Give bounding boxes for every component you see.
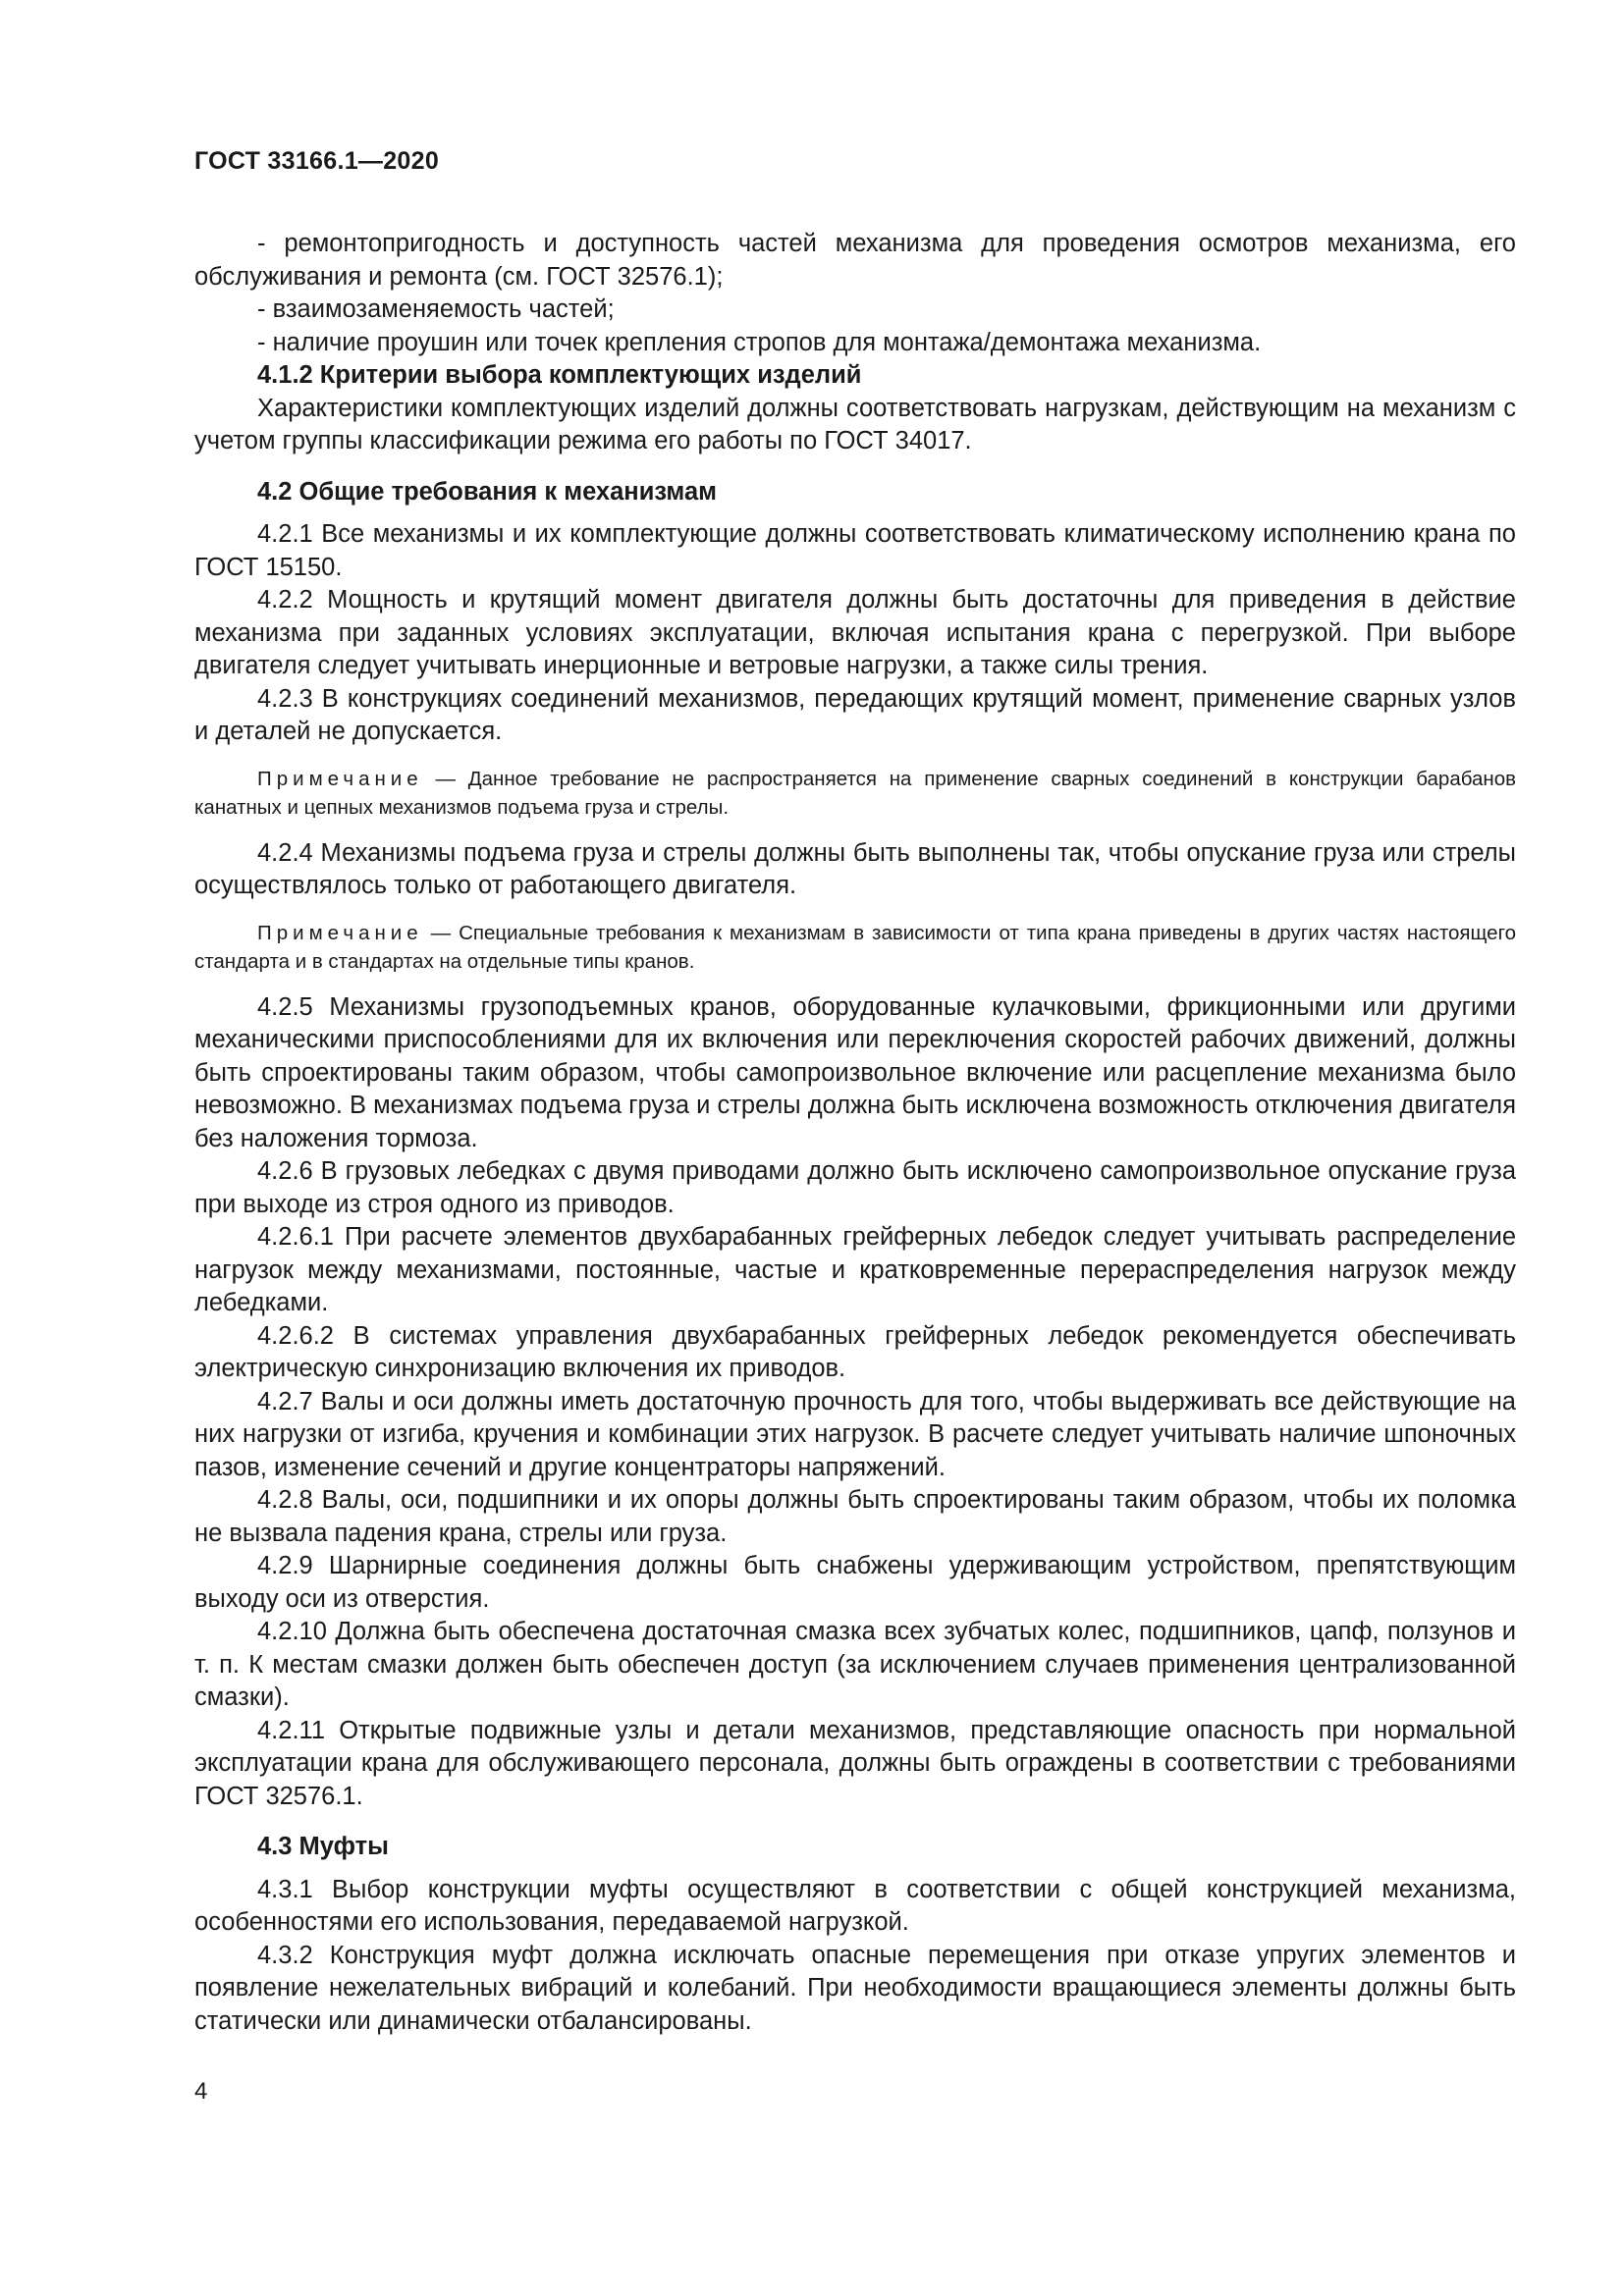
paragraph: 4.2.6 В грузовых лебедках с двумя приводами должно быть исключено самопроизвольное опускание груза при выходе из строя одного из приводов. xyxy=(194,1157,1516,1218)
paragraph: 4.2.6.1 При расчете элементов двухбарабанных грейферных лебедок следует учитывать распределение нагрузок между механизмами, постоянные, частые и кратковременные перераспределения нагрузок между лебедками. xyxy=(194,1223,1516,1316)
paragraph: 4.2.6.2 В системах управления двухбарабанных грейферных лебедок рекомендуется обеспечивать электрическую синхронизацию включения их приводов. xyxy=(194,1321,1516,1382)
paragraph: 4.3.2 Конструкция муфт должна исключать опасные перемещения при отказе упругих элементов и появление нежелательных вибраций и колебаний. При необходимости вращающиеся элементы должны быть статически или динамически отбалансированы. xyxy=(194,1941,1516,2035)
paragraph: 4.2.4 Механизмы подъема груза и стрелы должны быть выполнены так, чтобы опускание груза или стрелы осуществлялось только от работающего двигателя. xyxy=(194,838,1516,899)
note-text: — Данное требование не распространяется на применение сварных соединений в конструкции барабанов канатных и цепных механизмов подъема груза и стрелы. xyxy=(194,767,1516,819)
section-heading: 4.2 Общие требования к механизмам xyxy=(257,477,717,506)
page-number: 4 xyxy=(194,2078,208,2105)
paragraph: Характеристики комплектующих изделий должны соответствовать нагрузкам, действующим на механизм с учетом группы классификации режима его работы по ГОСТ 34017. xyxy=(194,394,1516,454)
subsection-heading: 4.1.2 Критерии выбора комплектующих изделий xyxy=(257,361,862,389)
note xyxy=(194,919,1516,976)
paragraph: 4.2.7 Валы и оси должны иметь достаточную прочность для того, чтобы выдерживать все действующие на них нагрузки от изгиба, кручения и комбинации этих нагрузок. В расчете следует учитывать наличие шпоночных пазов, изменение сечений и другие концентраторы напряжений. xyxy=(194,1387,1516,1481)
note-text: — Специальные требования к механизмам в зависимости от типа крана приведены в других частях настоящего стандарта и в стандартах на отдельные типы кранов. xyxy=(194,921,1516,973)
paragraph: 4.2.2 Мощность и крутящий момент двигателя должны быть достаточны для приведения в действие механизма при заданных условиях эксплуатации, включая испытания крана с перегрузкой. При выборе двигателя следует учитывать инерционные и ветровые нагрузки, а также силы трения. xyxy=(194,586,1516,679)
document-body xyxy=(194,228,1516,2038)
note xyxy=(194,765,1516,822)
paragraph: 4.2.5 Механизмы грузоподъемных кранов, оборудованные кулачковыми, фрикционными или другими механическими приспособлениями для их включения или переключения скоростей рабочих движений, должны быть спроектированы таким образом, чтобы самопроизвольное включение или расцепление механизма было невозможно. В механизмах подъема груза и стрелы должна быть исключена возможность отключения двигателя без наложения тормоза. xyxy=(194,992,1516,1152)
paragraph: 4.3.1 Выбор конструкции муфты осуществляют в соответствии с общей конструкцией механизма, особенностями его использования, передаваемой нагрузкой. xyxy=(194,1875,1516,1936)
paragraph: - взаимозаменяемость частей; xyxy=(257,295,615,323)
paragraph: 4.2.3 В конструкциях соединений механизмов, передающих крутящий момент, применение сварных узлов и деталей не допускается. xyxy=(194,684,1516,745)
paragraph: 4.2.10 Должна быть обеспечена достаточная смазка всех зубчатых колес, подшипников, цапф, ползунов и т. п. К местам смазки должен быть обеспечен доступ (за исключением случаев применения централизованной смазки). xyxy=(194,1618,1516,1711)
paragraph: 4.2.11 Открытые подвижные узлы и детали механизмов, представляющие опасность при нормальной эксплуатации крана для обслуживающего персонала, должны быть ограждены в соответствии с требованиями ГОСТ 32576.1. xyxy=(194,1716,1516,1810)
note-label: Примечание xyxy=(257,767,423,790)
paragraph: - наличие проушин или точек крепления стропов для монтажа/демонтажа механизма. xyxy=(257,328,1262,356)
note-label: Примечание xyxy=(257,921,423,944)
paragraph: 4.2.9 Шарнирные соединения должны быть снабжены удерживающим устройством, препятствующим выходу оси из отверстия. xyxy=(194,1552,1516,1613)
paragraph: 4.2.1 Все механизмы и их комплектующие должны соответствовать климатическому исполнению крана по ГОСТ 15150. xyxy=(194,520,1516,581)
paragraph: 4.2.8 Валы, оси, подшипники и их опоры должны быть спроектированы таким образом, чтобы их поломка не вызвала падения крана, стрелы или груза. xyxy=(194,1486,1516,1547)
paragraph: - ремонтопригодность и доступность частей механизма для проведения осмотров механизма, его обслуживания и ремонта (см. ГОСТ 32576.1); xyxy=(194,230,1516,291)
document-header: ГОСТ 33166.1—2020 xyxy=(194,147,440,175)
section-heading: 4.3 Муфты xyxy=(257,1833,389,1860)
